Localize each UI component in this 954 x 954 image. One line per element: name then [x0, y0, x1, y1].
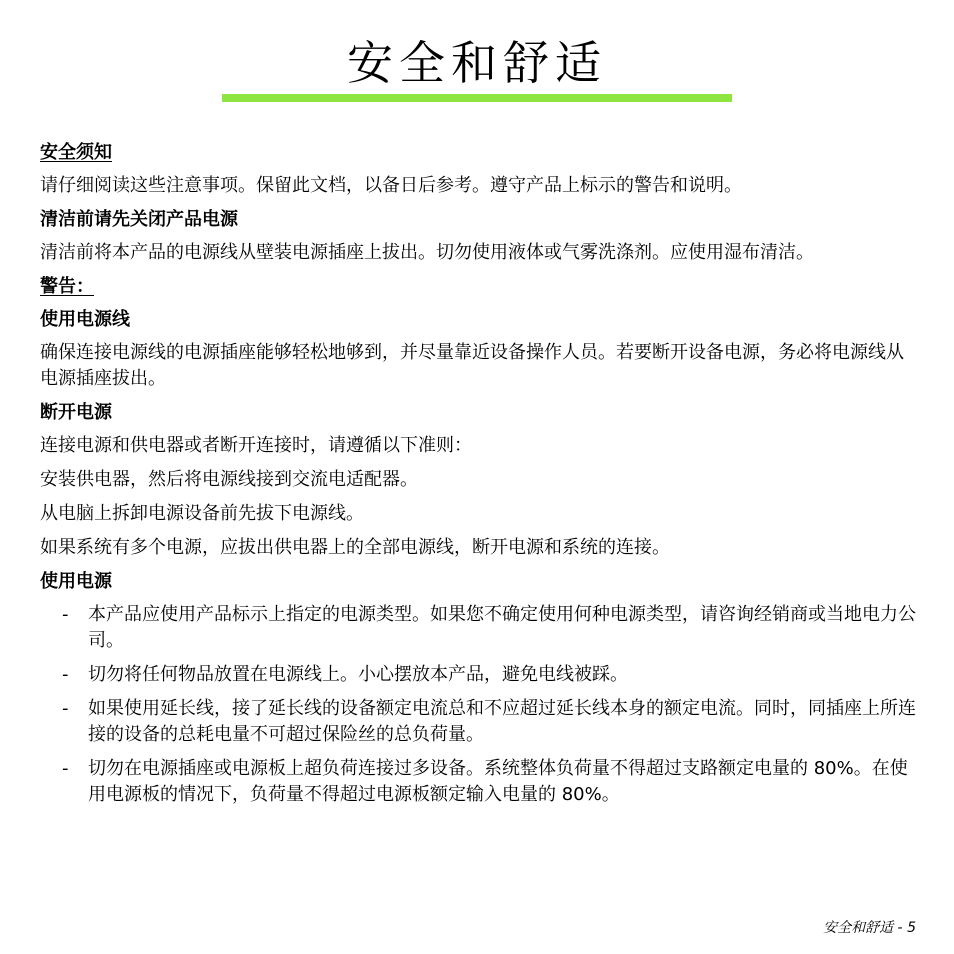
bullet-marker: - — [62, 698, 69, 719]
section-paragraph: 请仔细阅读这些注意事项。保留此文档，以备日后参考。遵守产品上标示的警告和说明。 — [40, 175, 742, 196]
bullet-marker: - — [62, 604, 69, 625]
section-paragraph: 从电脑上拆卸电源设备前先拔下电源线。 — [40, 503, 364, 524]
section-paragraph: 确保连接电源线的电源插座能够轻松地够到，并尽量靠近设备操作人员。若要断开设备电源，务必将电源线从电源插座拔出。 — [40, 342, 904, 389]
list-item-text: 本产品应使用产品标示上指定的电源类型。如果您不确定使用何种电源类型，请咨询经销商或当地电力公司。 — [88, 604, 916, 651]
list-item-text: 如果使用延长线，接了延长线的设备额定电流总和不应超过延长线本身的额定电流。同时，同插座上所连接的设备的总耗电量不可超过保险丝的总负荷量。 — [88, 698, 916, 745]
section-heading-warning: 警告： — [40, 276, 94, 297]
list-item-text: 切勿在电源插座或电源板上超负荷连接过多设备。系统整体负荷量不得超过支路额定电量的 80%。在使用电源板的情况下，负荷量不得超过电源板额定输入电量的 80%。 — [88, 758, 908, 805]
list-item — [40, 602, 920, 654]
list-item-text: 切勿将任何物品放置在电源线上。小心摆放本产品，避免电线被踩。 — [88, 664, 628, 685]
section-heading-cleaning: 清洁前请先关闭产品电源 — [40, 209, 238, 230]
page-number: 5 — [907, 920, 916, 936]
bullet-marker: - — [62, 758, 69, 779]
footer-label: 安全和舒适 - — [823, 920, 903, 936]
section-paragraph: 清洁前将本产品的电源线从壁装电源插座上拔出。切勿使用液体或气雾洗涤剂。应使用湿布清洁。 — [40, 242, 814, 263]
section-paragraph: 连接电源和供电器或者断开连接时，请遵循以下准则： — [40, 435, 472, 456]
list-item — [40, 696, 920, 748]
list-item — [40, 756, 920, 808]
section-heading-power-cord: 使用电源线 — [40, 309, 130, 330]
document-body — [40, 140, 920, 816]
bullet-marker: - — [62, 664, 69, 685]
section-heading-using-power: 使用电源 — [40, 571, 112, 592]
section-heading-disconnect-power: 断开电源 — [40, 402, 112, 423]
section-paragraph: 如果系统有多个电源，应拔出供电器上的全部电源线，断开电源和系统的连接。 — [40, 537, 670, 558]
bullet-list — [40, 602, 920, 808]
page-title: 安全和舒适 — [347, 36, 607, 90]
page-footer — [823, 918, 916, 938]
section-paragraph: 安装供电器，然后将电源线接到交流电适配器。 — [40, 469, 418, 490]
list-item — [40, 662, 920, 688]
section-heading-safety-notice: 安全须知 — [40, 142, 112, 163]
title-underline-bar — [222, 94, 732, 102]
